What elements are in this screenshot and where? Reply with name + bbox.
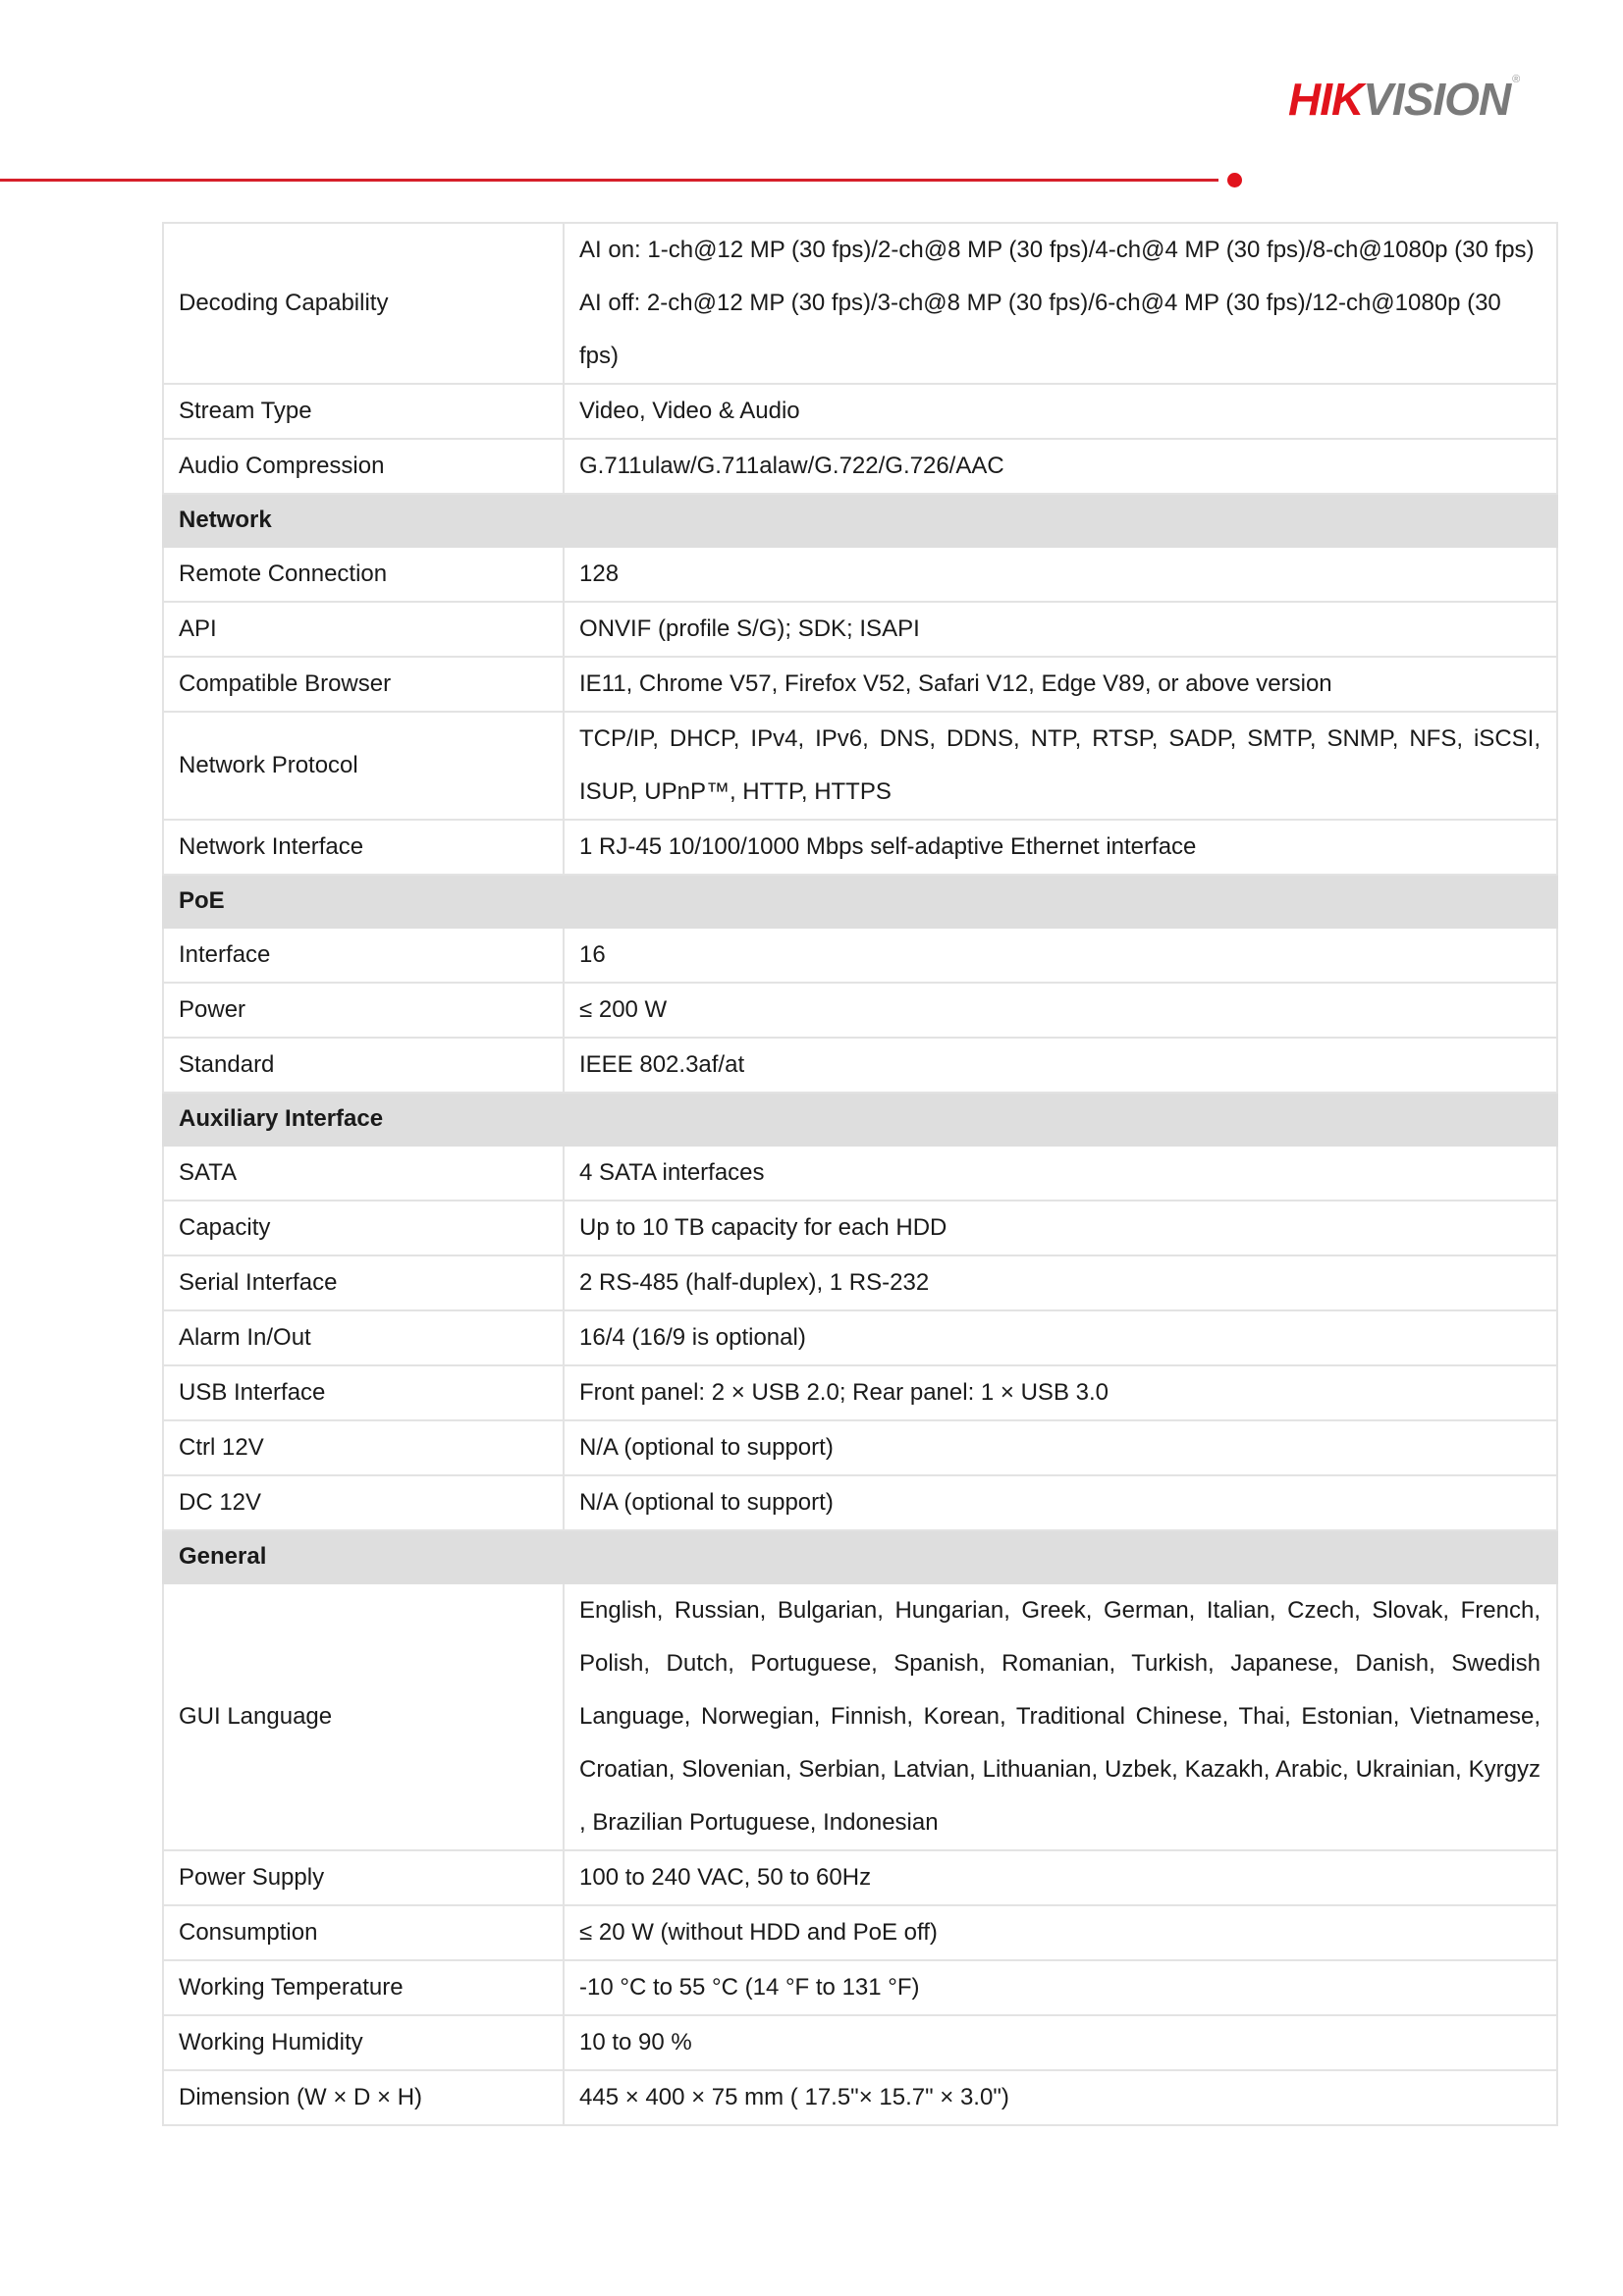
spec-value: ONVIF (profile S/G); SDK; ISAPI	[564, 602, 1557, 657]
divider-dot-icon	[1227, 173, 1242, 187]
spec-value: 4 SATA interfaces	[564, 1146, 1557, 1201]
spec-row	[163, 928, 1557, 983]
spec-row	[163, 1365, 1557, 1420]
spec-value: 2 RS-485 (half-duplex), 1 RS-232	[564, 1255, 1557, 1310]
spec-row	[163, 820, 1557, 875]
spec-value: Video, Video & Audio	[564, 384, 1557, 439]
specification-table	[162, 222, 1558, 2126]
spec-label: Power Supply	[163, 1850, 564, 1905]
spec-label: SATA	[163, 1146, 564, 1201]
spec-label: Network Protocol	[163, 712, 564, 820]
section-title: Auxiliary Interface	[163, 1093, 1557, 1146]
spec-value: 10 to 90 %	[564, 2015, 1557, 2070]
spec-row	[163, 2070, 1557, 2125]
spec-label: Alarm In/Out	[163, 1310, 564, 1365]
spec-row	[163, 439, 1557, 494]
spec-row	[163, 1850, 1557, 1905]
header-divider	[0, 179, 1218, 182]
spec-label: DC 12V	[163, 1475, 564, 1530]
section-title: Network	[163, 494, 1557, 547]
spec-row	[163, 1146, 1557, 1201]
spec-value-line: AI on: 1-ch@12 MP (30 fps)/2-ch@8 MP (30 fps)/4-ch@4 MP (30 fps)/8-ch@1080p (30 fps)	[579, 237, 1535, 263]
spec-row	[163, 1960, 1557, 2015]
spec-label: USB Interface	[163, 1365, 564, 1420]
spec-label: Dimension (W × D × H)	[163, 2070, 564, 2125]
section-title: General	[163, 1530, 1557, 1583]
logo-vision: VISION	[1363, 74, 1511, 125]
section-header-row	[163, 494, 1557, 547]
spec-row	[163, 602, 1557, 657]
spec-value: 16	[564, 928, 1557, 983]
spec-value: -10 °C to 55 °C (14 °F to 131 °F)	[564, 1960, 1557, 2015]
registered-mark: ®	[1512, 74, 1520, 85]
spec-label: Stream Type	[163, 384, 564, 439]
spec-value: IE11, Chrome V57, Firefox V52, Safari V12, Edge V89, or above version	[564, 657, 1557, 712]
spec-row	[163, 2015, 1557, 2070]
spec-label: Capacity	[163, 1201, 564, 1255]
spec-value-line: AI off: 2-ch@12 MP (30 fps)/3-ch@8 MP (30 fps)/6-ch@4 MP (30 fps)/12-ch@1080p (30 fps)	[579, 290, 1501, 369]
spec-row	[163, 1475, 1557, 1530]
spec-row	[163, 1583, 1557, 1850]
section-header-row	[163, 1093, 1557, 1146]
spec-value: Front panel: 2 × USB 2.0; Rear panel: 1 × USB 3.0	[564, 1365, 1557, 1420]
spec-value: G.711ulaw/G.711alaw/G.722/G.726/AAC	[564, 439, 1557, 494]
spec-value	[564, 223, 1557, 384]
spec-row	[163, 657, 1557, 712]
spec-row	[163, 1905, 1557, 1960]
spec-label: Remote Connection	[163, 547, 564, 602]
spec-value: N/A (optional to support)	[564, 1475, 1557, 1530]
section-header-row	[163, 875, 1557, 928]
spec-row	[163, 1310, 1557, 1365]
spec-value: Up to 10 TB capacity for each HDD	[564, 1201, 1557, 1255]
spec-value: 1 RJ-45 10/100/1000 Mbps self-adaptive Ethernet interface	[564, 820, 1557, 875]
spec-label: Power	[163, 983, 564, 1038]
spec-row	[163, 1420, 1557, 1475]
spec-label: Consumption	[163, 1905, 564, 1960]
spec-label: Ctrl 12V	[163, 1420, 564, 1475]
logo-hik: HIK	[1288, 74, 1364, 125]
spec-label: Working Humidity	[163, 2015, 564, 2070]
spec-label: GUI Language	[163, 1583, 564, 1850]
spec-value: 100 to 240 VAC, 50 to 60Hz	[564, 1850, 1557, 1905]
spec-label: Working Temperature	[163, 1960, 564, 2015]
spec-value: English, Russian, Bulgarian, Hungarian, Greek, German, Italian, Czech, Slovak, French, Polish, Dutch, Portuguese, Spanish, Romanian, Turkish, Japanese, Danish, Swedish Language, Norwegian, Finnish, Korean, Traditional Chinese, Thai, Estonian, Vietnamese, Croatian, Slovenian, Serbian, Latvian, Lithuanian, Uzbek, Kazakh, Arabic, Ukrainian, Kyrgyz , Brazilian Portuguese, Indonesian	[564, 1583, 1557, 1850]
spec-value: N/A (optional to support)	[564, 1420, 1557, 1475]
spec-label: Compatible Browser	[163, 657, 564, 712]
spec-value: 16/4 (16/9 is optional)	[564, 1310, 1557, 1365]
spec-label: API	[163, 602, 564, 657]
spec-value: 128	[564, 547, 1557, 602]
spec-value: TCP/IP, DHCP, IPv4, IPv6, DNS, DDNS, NTP, RTSP, SADP, SMTP, SNMP, NFS, iSCSI, ISUP, UPnP™, HTTP, HTTPS	[564, 712, 1557, 820]
spec-label: Standard	[163, 1038, 564, 1093]
spec-row	[163, 223, 1557, 384]
spec-label: Decoding Capability	[163, 223, 564, 384]
spec-row	[163, 1201, 1557, 1255]
spec-value: 445 × 400 × 75 mm ( 17.5"× 15.7" × 3.0")	[564, 2070, 1557, 2125]
spec-label: Network Interface	[163, 820, 564, 875]
spec-label: Interface	[163, 928, 564, 983]
spec-value: ≤ 20 W (without HDD and PoE off)	[564, 1905, 1557, 1960]
spec-row	[163, 1038, 1557, 1093]
spec-row	[163, 547, 1557, 602]
spec-row	[163, 712, 1557, 820]
spec-row	[163, 983, 1557, 1038]
spec-label: Audio Compression	[163, 439, 564, 494]
spec-row	[163, 384, 1557, 439]
section-title: PoE	[163, 875, 1557, 928]
spec-value: ≤ 200 W	[564, 983, 1557, 1038]
spec-value: IEEE 802.3af/at	[564, 1038, 1557, 1093]
spec-row	[163, 1255, 1557, 1310]
section-header-row	[163, 1530, 1557, 1583]
spec-label: Serial Interface	[163, 1255, 564, 1310]
hikvision-logo	[1288, 73, 1520, 125]
